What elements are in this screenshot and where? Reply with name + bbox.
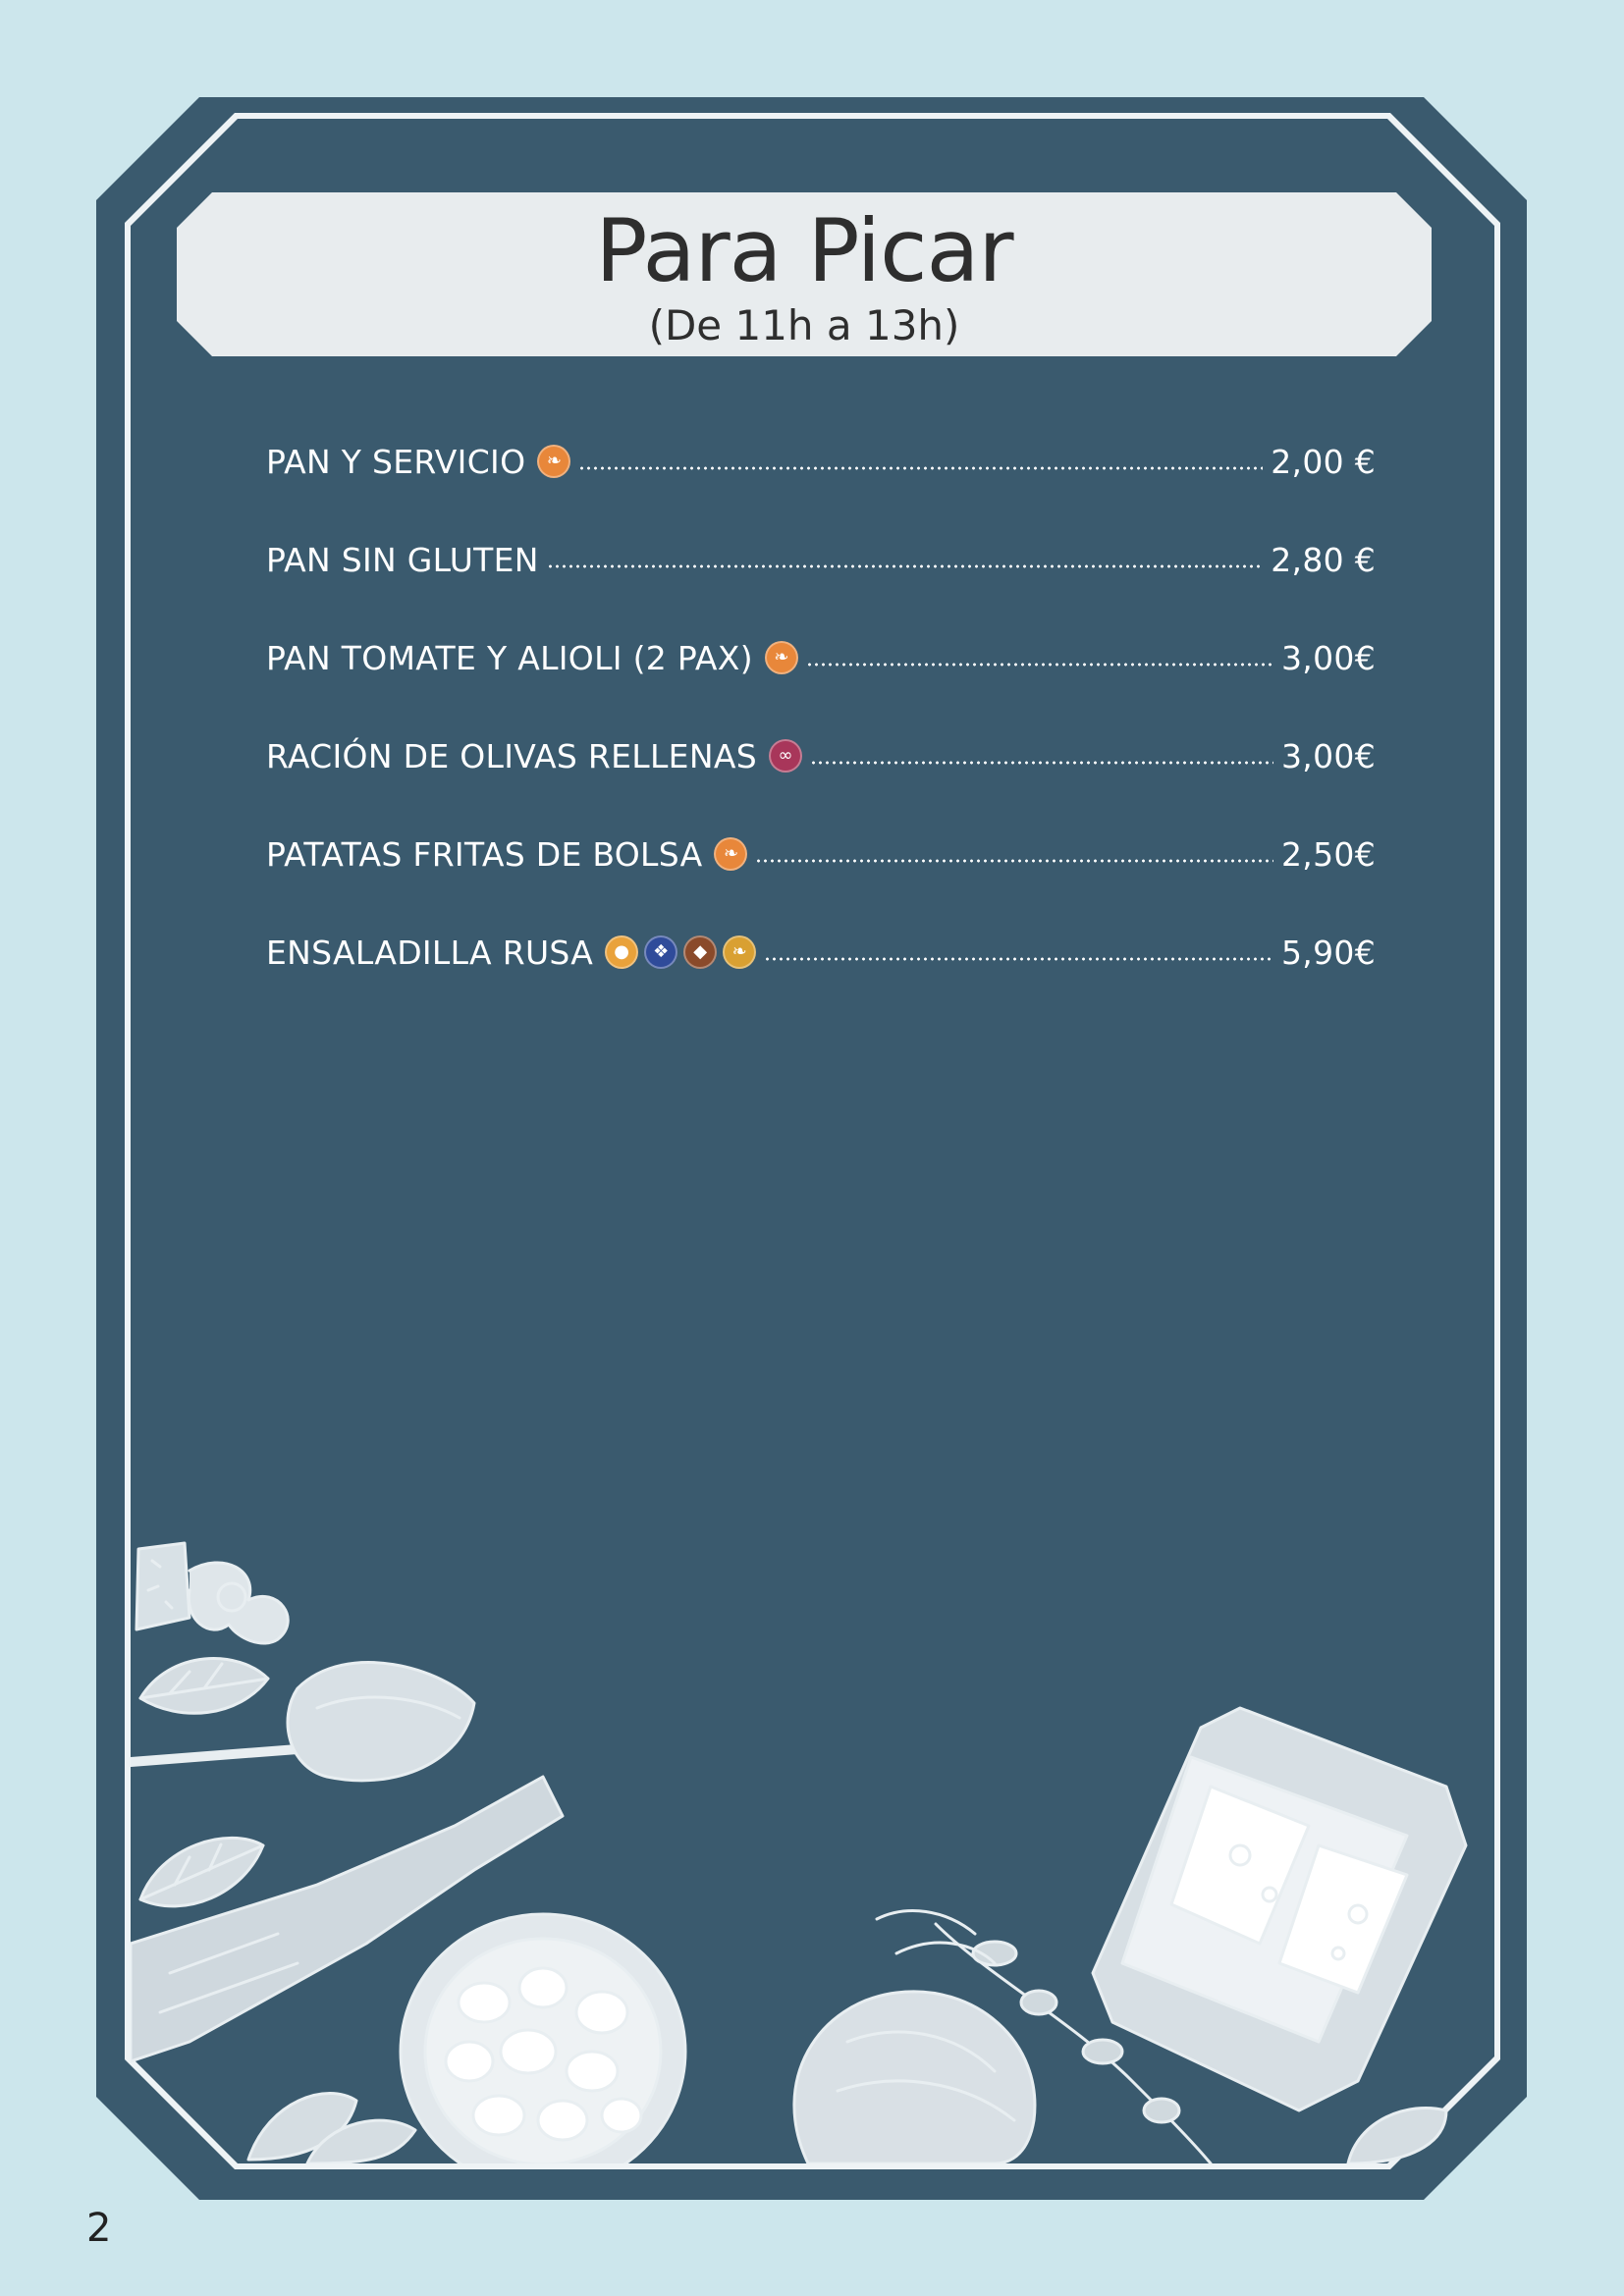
menu-item bbox=[266, 609, 1376, 707]
menu-item bbox=[266, 510, 1376, 609]
menu-item-price: 3,00€ bbox=[1281, 736, 1376, 775]
gluten-icon: ❧ bbox=[714, 837, 747, 871]
dot-leader bbox=[578, 466, 1263, 470]
menu-item-name: PAN SIN GLUTEN bbox=[266, 540, 539, 579]
menu-item bbox=[266, 903, 1376, 1001]
dot-leader bbox=[806, 663, 1273, 667]
menu-item bbox=[266, 707, 1376, 805]
menu-item-name: PAN TOMATE Y ALIOLI (2 PAX) bbox=[266, 638, 753, 677]
allergen-icons bbox=[537, 445, 570, 478]
menu-item-name: ENSALADILLA RUSA bbox=[266, 933, 594, 972]
fish-icon: ❖ bbox=[644, 935, 677, 969]
menu-item-price: 2,00 € bbox=[1271, 442, 1376, 481]
gluten-icon: ❧ bbox=[765, 641, 798, 674]
dot-leader bbox=[764, 957, 1273, 961]
egg-icon: ● bbox=[605, 935, 638, 969]
allergen-icons bbox=[605, 935, 756, 969]
menu-item-name: RACIÓN DE OLIVAS RELLENAS bbox=[266, 736, 757, 775]
menu-list bbox=[266, 412, 1376, 1001]
food-illustration bbox=[131, 1531, 1494, 2163]
allergen-icons bbox=[765, 641, 798, 674]
allergen-icons bbox=[769, 739, 802, 773]
menu-item-price: 2,80 € bbox=[1271, 540, 1376, 579]
page-title: Para Picar bbox=[595, 200, 1013, 301]
celery-icon: ❧ bbox=[723, 935, 756, 969]
menu-item bbox=[266, 805, 1376, 903]
allergen-icons bbox=[714, 837, 747, 871]
dot-leader bbox=[810, 761, 1273, 765]
dot-leader bbox=[755, 859, 1273, 863]
menu-item bbox=[266, 412, 1376, 510]
page-number: 2 bbox=[86, 2206, 112, 2251]
menu-item-name: PAN Y SERVICIO bbox=[266, 442, 526, 481]
menu-item-price: 3,00€ bbox=[1281, 638, 1376, 677]
sulphites-icon: ∞ bbox=[769, 739, 802, 773]
mustard-icon: ◆ bbox=[683, 935, 717, 969]
page-subtitle: (De 11h a 13h) bbox=[648, 301, 960, 349]
gluten-icon: ❧ bbox=[537, 445, 570, 478]
menu-item-name: PATATAS FRITAS DE BOLSA bbox=[266, 834, 703, 874]
menu-item-price: 2,50€ bbox=[1281, 834, 1376, 874]
dot-leader bbox=[547, 564, 1263, 568]
menu-item-price: 5,90€ bbox=[1281, 933, 1376, 972]
